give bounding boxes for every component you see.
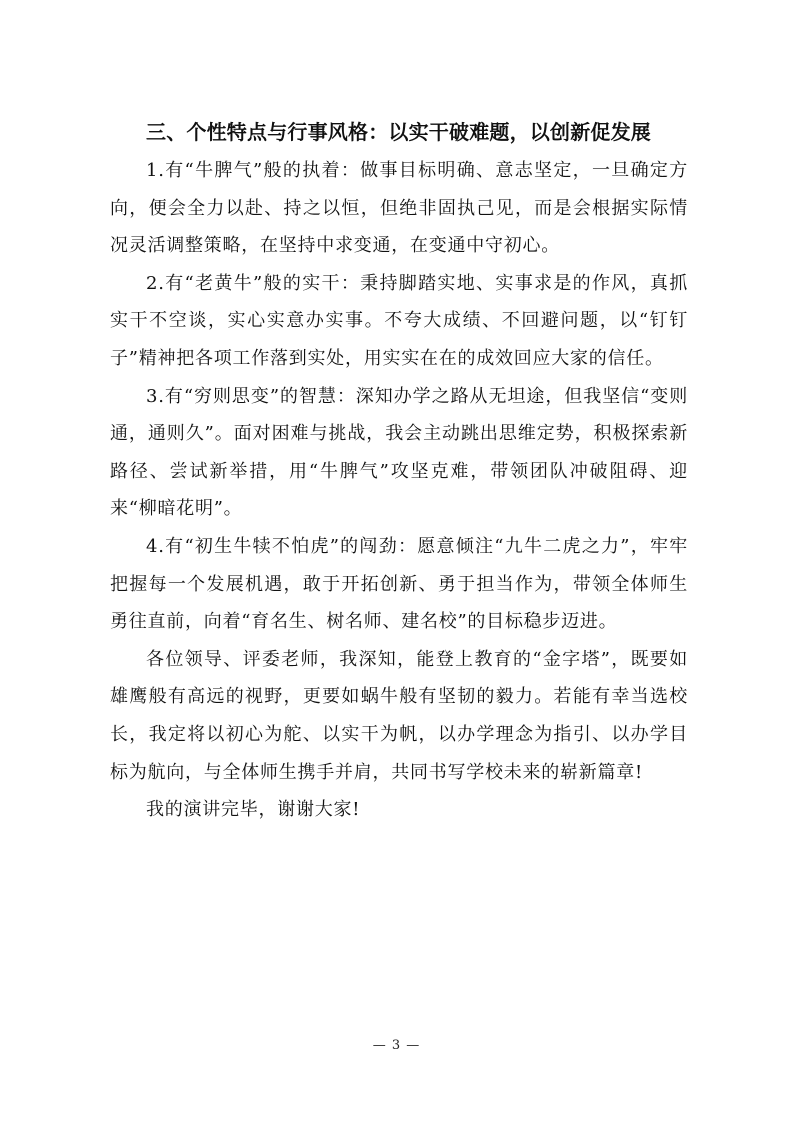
paragraph-courage: 4.有“初生牛犊不怕虎”的闯劲：愿意倾注“九牛二虎之力”，牢牢把握每一个发展机遇，敢于开拓创新、勇于担当作为，带领全体师生勇往直前，向着“育名生、树名师、建名校”的目标稳步迈进。 <box>110 535 688 633</box>
document-body <box>110 114 688 829</box>
paragraph-thanks: 我的演讲完毕，谢谢大家! <box>146 799 361 821</box>
paragraph-hard-work: 2.有“老黄牛”般的实干：秉持脚踏实地、实事求是的作风，真抓实干不空谈，实心实意办实事。不夸大成绩、不回避问题，以“钉钉子”精神把各项工作落到实处，用实实在在的成效回应大家的信任。 <box>110 272 688 369</box>
paragraph-closing: 各位领导、评委老师，我深知，能登上教育的“金字塔”，既要如雄鹰般有高远的视野，更要如蜗牛般有坚韧的毅力。若能有幸当选校长，我定将以初心为舵、以实干为帆，以办学理念为指引、以办学目标为航向，与全体师生携手并肩，共同书写学校未来的崭新篇章! <box>110 648 688 783</box>
section-heading: 三、个性特点与行事风格：以实干破难题，以创新促发展 <box>146 120 651 144</box>
paragraph-wisdom: 3.有“穷则思变”的智慧：深知办学之路从无坦途，但我坚信“变则通，通则久”。面对困难与挑战，我会主动跳出思维定势，积极探索新路径、尝试新举措，用“牛脾气”攻坚克难，带领团队冲破阻碍、迎来“柳暗花明”。 <box>110 385 688 520</box>
page-number: — 3 — <box>372 1038 421 1053</box>
paragraph-stubbornness: 1.有“牛脾气”般的执着：做事目标明确、意志坚定，一旦确定方向，便会全力以赴、持之以恒，但绝非固执己见，而是会根据实际情况灵活调整策略，在坚持中求变通，在变通中守初心。 <box>110 160 688 257</box>
